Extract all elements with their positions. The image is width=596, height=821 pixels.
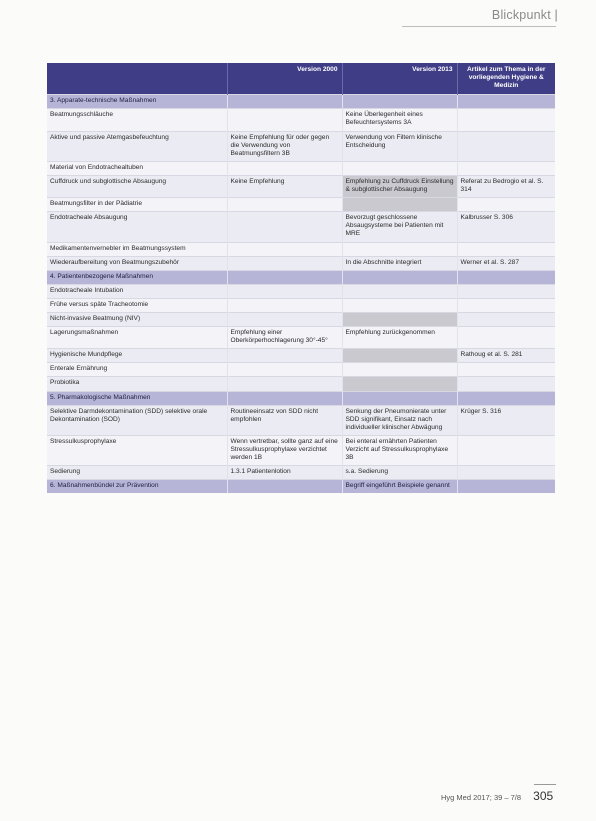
table-cell	[227, 109, 342, 131]
table-cell: Empfehlung zu Cuffdruck Einstellung & subglottischer Absaugung	[342, 175, 457, 197]
table-cell: Begriff eingeführt Beispiele genannt	[342, 480, 457, 494]
table-cell	[457, 95, 555, 109]
table-cell: Probiotika	[47, 377, 227, 391]
table-cell	[342, 270, 457, 284]
table-cell	[457, 131, 555, 161]
section-row	[47, 95, 555, 109]
table-cell	[227, 161, 342, 175]
comparison-table	[47, 63, 555, 493]
table-row	[47, 435, 555, 465]
table-cell: Beatmungsschläuche	[47, 109, 227, 131]
table-cell: Bei enteral ernährten Patienten Verzicht auf Stressulkusprophylaxe 3B	[342, 435, 457, 465]
table-cell	[457, 298, 555, 312]
table-cell: 5. Pharmakologische Maßnahmen	[47, 391, 227, 405]
table-cell	[227, 212, 342, 242]
table-cell	[457, 480, 555, 494]
table-cell: Medikamentenvernebler im Beatmungssystem	[47, 242, 227, 256]
table-row	[47, 466, 555, 480]
table-cell	[342, 161, 457, 175]
table-row	[47, 349, 555, 363]
table-cell	[342, 349, 457, 363]
table-cell	[457, 242, 555, 256]
table-cell	[457, 161, 555, 175]
section-label: Blickpunkt |	[491, 8, 558, 22]
table-cell: Sedierung	[47, 466, 227, 480]
table-cell	[227, 377, 342, 391]
table-cell: Kalbrusser S. 306	[457, 212, 555, 242]
table-cell: Wiederaufbereitung von Beatmungszubehör	[47, 256, 227, 270]
table-cell	[457, 466, 555, 480]
table-cell	[342, 242, 457, 256]
column-header	[47, 63, 227, 95]
table-row	[47, 363, 555, 377]
table-cell: Bevorzugt geschlossene Absaugsysteme bei Patienten mit MRE	[342, 212, 457, 242]
column-header: Version 2000	[227, 63, 342, 95]
table-row	[47, 256, 555, 270]
header-rule	[402, 26, 556, 27]
table-cell: Referat zu Bedrogio et al. S. 314	[457, 175, 555, 197]
table-cell: Keine Empfehlung	[227, 175, 342, 197]
table-cell: Selektive Darmdekontamination (SDD) selektive orale Dekontamination (SOD)	[47, 405, 227, 435]
table-cell	[227, 256, 342, 270]
table-row	[47, 198, 555, 212]
table-row	[47, 284, 555, 298]
table-cell: Beatmungsfilter in der Pädiatrie	[47, 198, 227, 212]
table-cell	[227, 242, 342, 256]
table-row	[47, 131, 555, 161]
table-cell: Lagerungsmaßnahmen	[47, 327, 227, 349]
table-cell	[457, 435, 555, 465]
table-cell: Empfehlung einer Oberkörperhochlagerung 30°-45°	[227, 327, 342, 349]
table-cell: Empfehlung zurückgenommen	[342, 327, 457, 349]
table-cell	[227, 198, 342, 212]
column-header: Artikel zum Thema in der vorliegenden Hygiene & Medizin	[457, 63, 555, 95]
table-cell: Endotracheale Absaugung	[47, 212, 227, 242]
table-cell	[227, 284, 342, 298]
table-cell: Nicht-invasive Beatmung (NIV)	[47, 312, 227, 326]
table-cell: 3. Apparate-technische Maßnahmen	[47, 95, 227, 109]
table-cell: Stressulkusprophylaxe	[47, 435, 227, 465]
table-cell: Aktive und passive Atemgasbefeuchtung	[47, 131, 227, 161]
table-cell	[227, 480, 342, 494]
table-cell	[227, 391, 342, 405]
table-cell	[457, 391, 555, 405]
table-cell	[227, 349, 342, 363]
table-cell	[342, 391, 457, 405]
page-footer	[441, 789, 553, 803]
table-cell	[457, 312, 555, 326]
table-cell: s.a. Sedierung	[342, 466, 457, 480]
table-header-row	[47, 63, 555, 95]
column-header: Version 2013	[342, 63, 457, 95]
table-cell	[342, 363, 457, 377]
table-cell: Werner et al. S. 287	[457, 256, 555, 270]
comparison-table-container	[47, 63, 555, 493]
journal-citation: Hyg Med 2017; 39 – 7/8	[441, 793, 522, 802]
table-cell	[342, 198, 457, 212]
table-cell	[342, 284, 457, 298]
table-cell: Routineeinsatz von SDD nicht empfohlen	[227, 405, 342, 435]
table-cell	[227, 363, 342, 377]
table-cell	[342, 298, 457, 312]
table-cell	[227, 298, 342, 312]
table-cell	[342, 312, 457, 326]
table-cell: Enterale Ernährung	[47, 363, 227, 377]
table-cell: Keine Empfehlung für oder gegen die Verwendung von Beatmungsfiltern 3B	[227, 131, 342, 161]
section-row	[47, 480, 555, 494]
table-cell: 4. Patientenbezogene Maßnahmen	[47, 270, 227, 284]
table-cell: Keine Überlegenheit eines Befeuchtersystems 3A	[342, 109, 457, 131]
table-cell: Wenn vertretbar, sollte ganz auf eine Stressulkusprophylaxe verzichtet werden 1B	[227, 435, 342, 465]
table-cell: Cuffdruck und subglottische Absaugung	[47, 175, 227, 197]
section-row	[47, 391, 555, 405]
table-body	[47, 95, 555, 494]
table-cell	[342, 377, 457, 391]
table-cell: Rathoug et al. S. 281	[457, 349, 555, 363]
table-cell	[457, 109, 555, 131]
table-cell	[227, 312, 342, 326]
table-row	[47, 109, 555, 131]
table-cell	[457, 198, 555, 212]
table-cell: Material von Endotrachealtuben	[47, 161, 227, 175]
table-row	[47, 212, 555, 242]
table-cell	[342, 95, 457, 109]
table-cell	[457, 377, 555, 391]
table-cell	[457, 363, 555, 377]
table-cell: Endotracheale Intubation	[47, 284, 227, 298]
table-row	[47, 405, 555, 435]
table-cell	[457, 327, 555, 349]
table-cell: Senkung der Pneumonierate unter SDD signifikant, Einsatz nach individueller klinischer Abwägung	[342, 405, 457, 435]
table-row	[47, 161, 555, 175]
table-cell: 6. Maßnahmenbündel zur Prävention	[47, 480, 227, 494]
table-cell: 1.3.1 Patientenlotion	[227, 466, 342, 480]
table-row	[47, 327, 555, 349]
table-row	[47, 242, 555, 256]
table-cell	[227, 95, 342, 109]
page-number: 305	[533, 789, 554, 803]
table-row	[47, 175, 555, 197]
table-row	[47, 298, 555, 312]
table-cell	[227, 270, 342, 284]
table-row	[47, 377, 555, 391]
table-cell	[457, 270, 555, 284]
table-cell: Hygienische Mundpflege	[47, 349, 227, 363]
section-row	[47, 270, 555, 284]
table-cell	[457, 284, 555, 298]
table-row	[47, 312, 555, 326]
table-cell: Verwendung von Filtern klinische Entscheidung	[342, 131, 457, 161]
footer-rule	[534, 784, 556, 785]
table-cell: Frühe versus späte Tracheotomie	[47, 298, 227, 312]
table-cell: In die Abschnitte integriert	[342, 256, 457, 270]
table-cell: Krüger S. 316	[457, 405, 555, 435]
